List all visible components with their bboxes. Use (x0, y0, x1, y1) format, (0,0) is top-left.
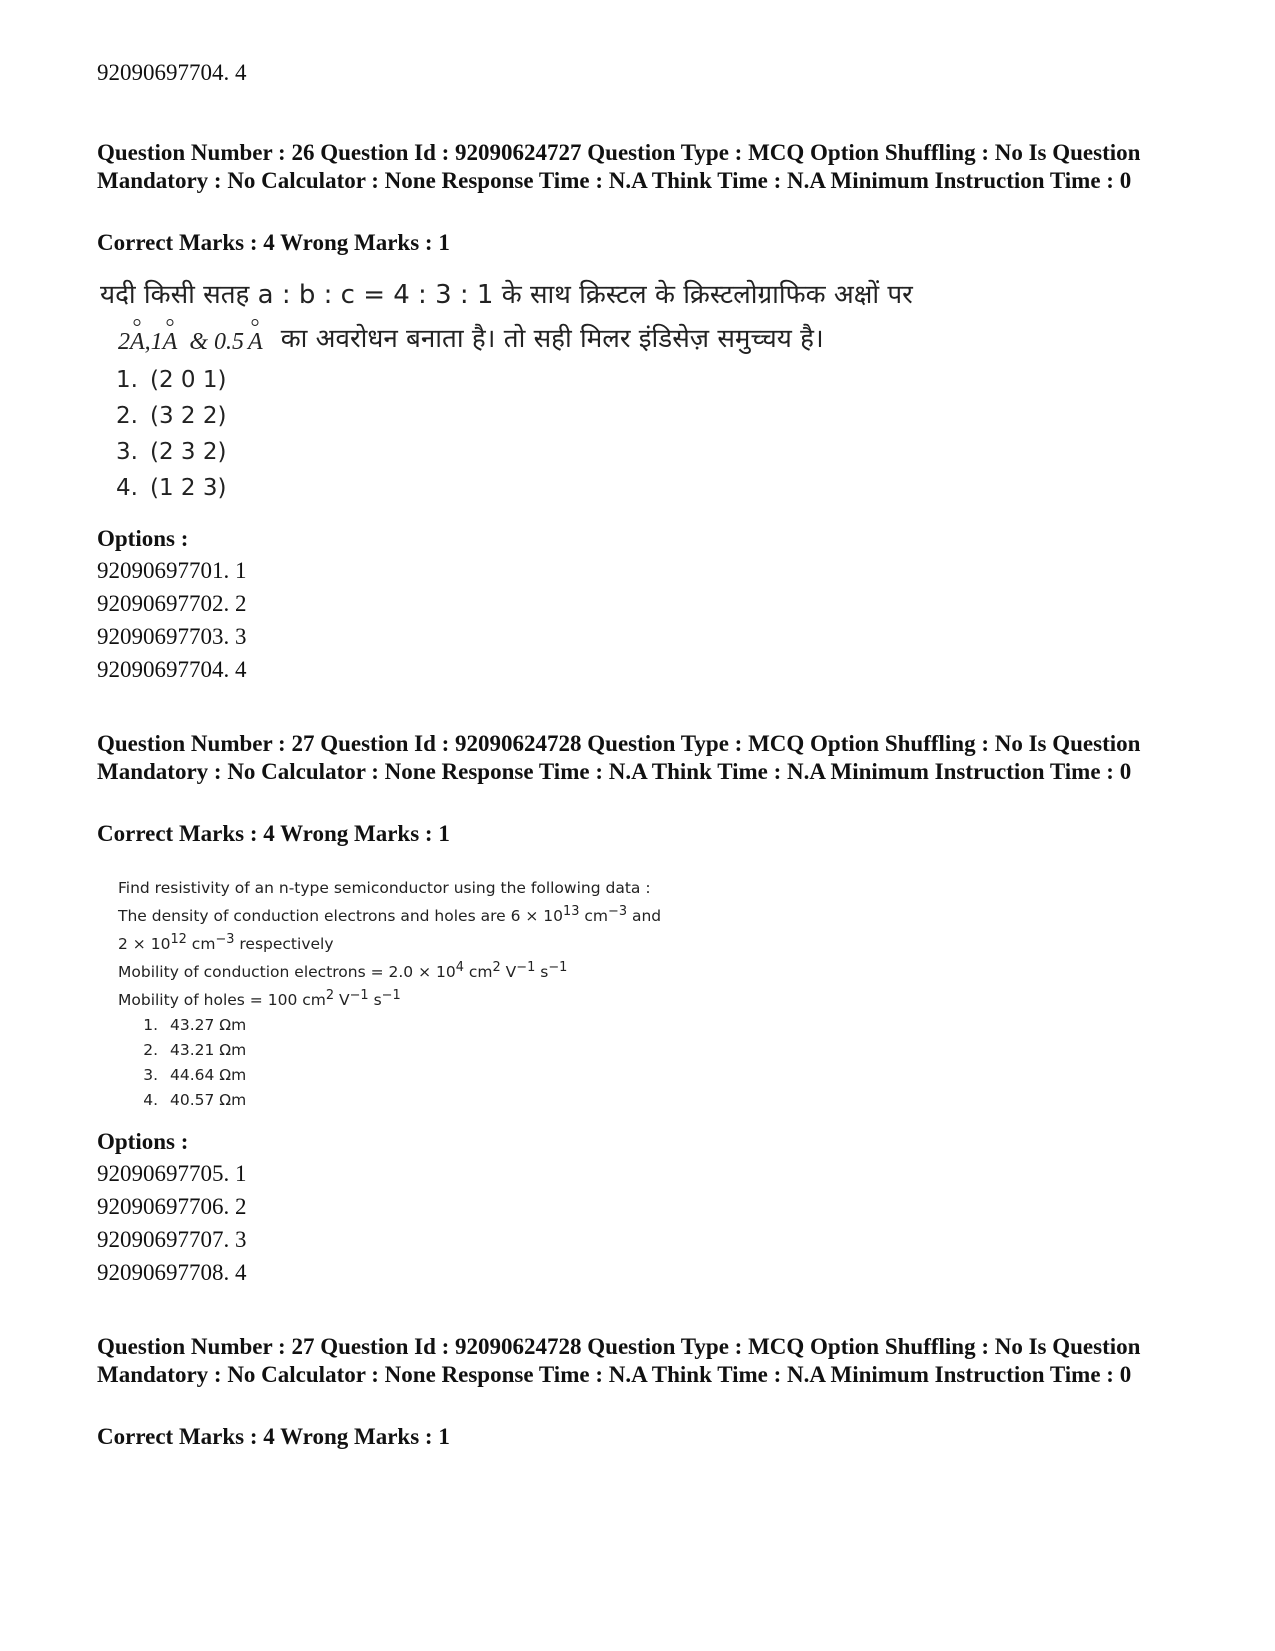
question-26-text-line1: यदी किसी सतह a : b : c = 4 : 3 : 1 के साथ क्रिस्टल के क्रिस्टलोग्राफिक अक्षों पर (100, 280, 913, 310)
question-27-text-line2: The density of conduction electrons and holes are $6 \times 10^{13}$ $cm^{-3}$ and (118, 904, 662, 926)
image-option-item: 1. (2 0 1) (116, 367, 227, 393)
intercept-values: 2A,1A & 0.5 A (118, 329, 263, 355)
image-option-item: 4. (1 2 3) (116, 475, 227, 501)
question-27-options-label: Options : (97, 1129, 189, 1154)
question-27-header: Question Number : 27 Question Id : 92090624728 Question Type : MCQ Option Shuffling : No Is Question Mandatory : No Calculator : None Response Time : N.A Think Time : N.A Minimum Instruction Time : 0 (97, 731, 1141, 784)
question-26-option-1: 92090697701. 1 (97, 558, 247, 583)
question-27-option-2: 92090697706. 2 (97, 1194, 247, 1219)
image-option-item: 2. 43.21 Ωm (143, 1040, 247, 1059)
previous-option-line: 92090697704. 4 (97, 60, 247, 85)
question-27-image-options (118, 1013, 678, 1113)
question-27-option-4: 92090697708. 4 (97, 1260, 247, 1285)
image-option-item: 2. (3 2 2) (116, 403, 227, 429)
question-27-repeat-marks: Correct Marks : 4 Wrong Marks : 1 (97, 1424, 450, 1449)
question-27-text-line4: Mobility of conduction electrons = $2.0 \times 10^4$ $cm^2$ $V^{-1}$ $s^{-1}$ (118, 960, 568, 982)
image-option-item: 1. 43.27 Ωm (143, 1015, 247, 1034)
question-27-repeat-header: Question Number : 27 Question Id : 92090624728 Question Type : MCQ Option Shuffling : No Is Question Mandatory : No Calculator : None Response Time : N.A Think Time : N.A Minimum Instruction Time : 0 (97, 1334, 1141, 1387)
question-27-image (118, 876, 678, 1109)
question-27-text-line3: $2 \times 10^{12}$ $cm^{-3}$ respectively (118, 932, 334, 954)
question-26-options-label: Options : (97, 526, 189, 551)
question-27-text-line5: Mobility of holes = 100 $cm^2$ $V^{-1}$ $s^{-1}$ (118, 988, 401, 1010)
question-26-header: Question Number : 26 Question Id : 92090624727 Question Type : MCQ Option Shuffling : No Is Question Mandatory : No Calculator : None Response Time : N.A Think Time : N.A Minimum Instruction Time : 0 (97, 140, 1141, 193)
question-26-option-3: 92090697703. 3 (97, 624, 247, 649)
image-option-item: 4. 40.57 Ωm (143, 1090, 247, 1109)
question-27-option-1: 92090697705. 1 (97, 1161, 247, 1186)
question-26-text-line2-row (118, 322, 880, 356)
question-27-marks: Correct Marks : 4 Wrong Marks : 1 (97, 821, 450, 846)
question-26-text-line2: का अवरोधन बनाता है। तो सही मिलर इंडिसेज़ समुच्चय है। (280, 324, 824, 354)
question-26-image (100, 278, 913, 518)
image-option-item: 3. 44.64 Ωm (143, 1065, 247, 1084)
question-26-marks: Correct Marks : 4 Wrong Marks : 1 (97, 230, 450, 255)
question-27-option-3: 92090697707. 3 (97, 1227, 247, 1252)
question-26-option-4: 92090697704. 4 (97, 657, 247, 682)
image-option-item: 3. (2 3 2) (116, 439, 227, 465)
question-27-text-line1: Find resistivity of an n-type semiconductor using the following data : (118, 879, 651, 897)
question-26-option-2: 92090697702. 2 (97, 591, 247, 616)
question-26-image-options (102, 362, 880, 506)
